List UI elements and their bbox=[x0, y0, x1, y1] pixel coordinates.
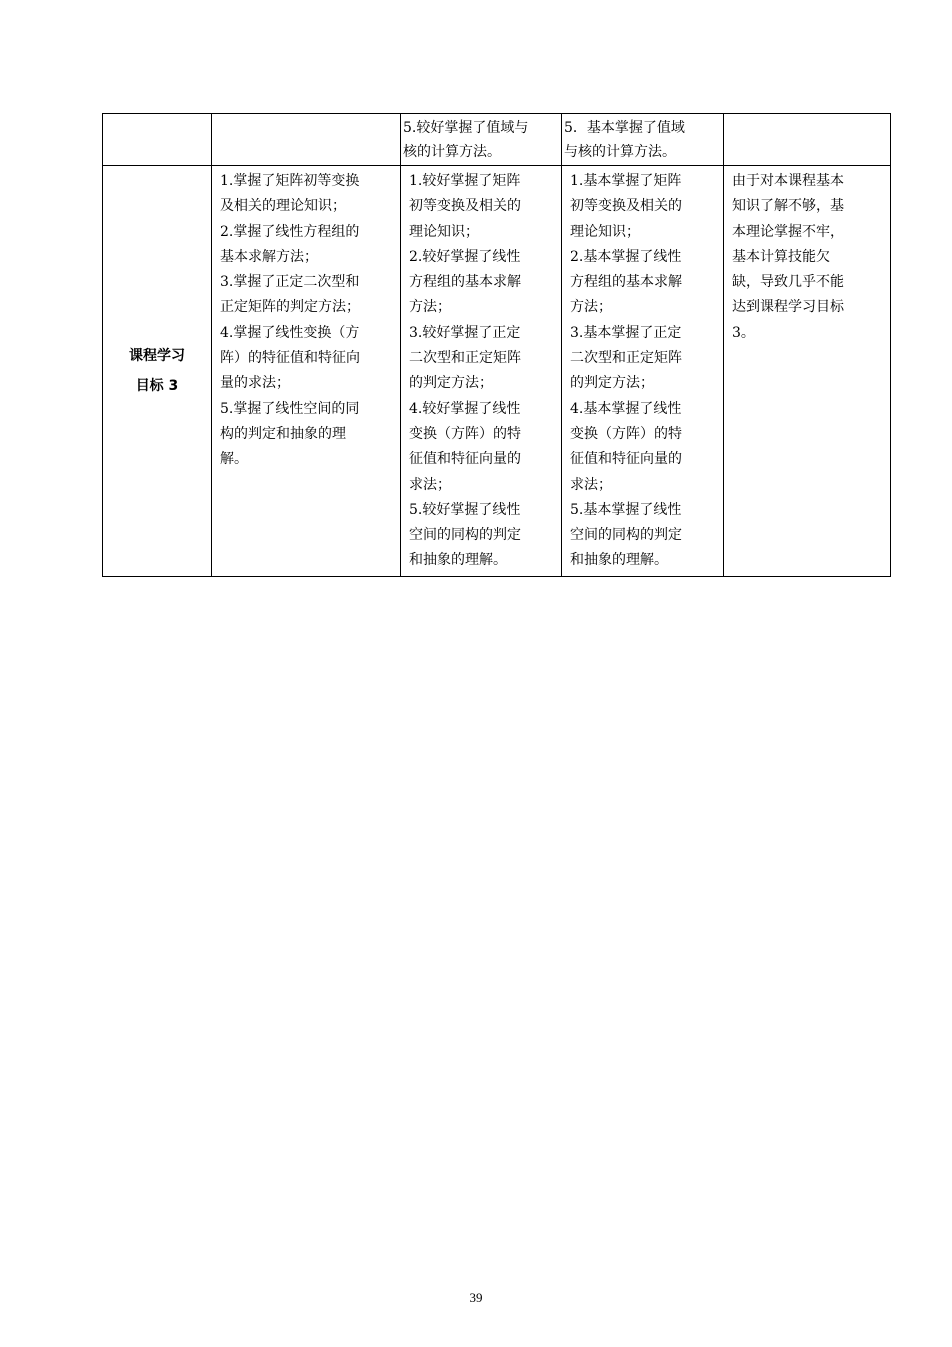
assessment-table bbox=[102, 113, 891, 577]
cell-line: 二次型和正定矩阵 bbox=[570, 350, 682, 367]
cell-line: 方法； bbox=[570, 299, 612, 316]
cell-line: 方程组的基本求解 bbox=[409, 274, 521, 291]
cell-line: 1.掌握了矩阵初等变换 bbox=[220, 173, 360, 189]
cell-line: 5.掌握了线性空间的同 bbox=[220, 400, 360, 417]
cell-line: 2.基本掌握了线性 bbox=[570, 248, 682, 265]
cell-line: 5.基本掌握了线性 bbox=[570, 501, 682, 518]
cell-line: 二次型和正定矩阵 bbox=[409, 350, 521, 367]
cell-line: 的判定方法； bbox=[570, 375, 654, 392]
table-row bbox=[103, 166, 891, 577]
cell-line: 3.基本掌握了正定 bbox=[570, 324, 682, 341]
cell-line: 阵）的特征值和特征向 bbox=[220, 350, 360, 367]
table-cell-row1-col4 bbox=[562, 114, 724, 166]
cell-line: 1.基本掌握了矩阵 bbox=[570, 173, 682, 189]
table-cell-row1-col3 bbox=[401, 114, 562, 166]
cell-line: 变换（方阵）的特 bbox=[409, 425, 521, 442]
cell-line: 本理论掌握不牢， bbox=[732, 223, 844, 240]
cell-line: 的判定方法； bbox=[409, 375, 493, 392]
cell-line: 1.较好掌握了矩阵 bbox=[409, 173, 521, 189]
row-label-line: 目标 3 bbox=[135, 378, 179, 394]
row-label-course-objective bbox=[103, 166, 212, 577]
table-cell-row1-col5 bbox=[724, 114, 891, 166]
cell-line: 3.较好掌握了正定 bbox=[409, 324, 521, 341]
cell-line: 4.掌握了线性变换（方 bbox=[220, 324, 360, 341]
cell-line: 知识了解不够，基 bbox=[732, 198, 844, 215]
table-cell-row1-col1 bbox=[103, 114, 212, 166]
cell-line: 2.掌握了线性方程组的 bbox=[220, 223, 360, 240]
cell-line: 空间的同构的判定 bbox=[409, 527, 521, 544]
cell-line: 方法； bbox=[409, 299, 451, 316]
cell-line: 基本求解方法； bbox=[220, 248, 318, 265]
cell-line: 理论知识； bbox=[570, 223, 640, 240]
cell-line: 5．基本掌握了值域 bbox=[564, 120, 685, 136]
cell-line: 核的计算方法。 bbox=[403, 144, 501, 160]
table-cell-row2-col5 bbox=[724, 166, 891, 577]
cell-line: 缺，导致几乎不能 bbox=[732, 274, 844, 291]
cell-line: 征值和特征向量的 bbox=[570, 451, 682, 468]
cell-line: 变换（方阵）的特 bbox=[570, 425, 682, 442]
cell-line: 4.较好掌握了线性 bbox=[409, 400, 521, 417]
cell-line: 初等变换及相关的 bbox=[570, 198, 682, 215]
table-cell-row2-col3 bbox=[401, 166, 562, 577]
cell-line: 解。 bbox=[220, 451, 248, 468]
cell-line: 求法； bbox=[409, 476, 451, 493]
cell-line: 量的求法； bbox=[220, 375, 290, 392]
cell-line: 2.较好掌握了线性 bbox=[409, 248, 521, 265]
cell-line: 及相关的理论知识； bbox=[220, 198, 346, 215]
cell-line: 4.基本掌握了线性 bbox=[570, 400, 682, 417]
cell-line: 空间的同构的判定 bbox=[570, 527, 682, 544]
cell-line: 征值和特征向量的 bbox=[409, 451, 521, 468]
cell-line: 基本计算技能欠 bbox=[732, 248, 830, 265]
cell-line: 初等变换及相关的 bbox=[409, 198, 521, 215]
cell-line: 构的判定和抽象的理 bbox=[220, 425, 346, 442]
cell-line: 由于对本课程基本 bbox=[732, 173, 844, 189]
cell-line: 3。 bbox=[732, 324, 755, 341]
cell-line: 理论知识； bbox=[409, 223, 479, 240]
cell-line: 和抽象的理解。 bbox=[570, 552, 668, 569]
table-cell-row2-col4 bbox=[562, 166, 724, 577]
table-cell-row2-col2 bbox=[212, 166, 401, 577]
cell-line: 3.掌握了正定二次型和 bbox=[220, 274, 360, 291]
table-cell-row1-col2 bbox=[212, 114, 401, 166]
cell-line: 和抽象的理解。 bbox=[409, 552, 507, 569]
cell-line: 达到课程学习目标 bbox=[732, 299, 844, 316]
cell-line: 与核的计算方法。 bbox=[564, 144, 676, 160]
cell-line: 方程组的基本求解 bbox=[570, 274, 682, 291]
cell-line: 5.较好掌握了值域与 bbox=[403, 120, 529, 136]
page-number: 39 bbox=[469, 1290, 483, 1305]
cell-line: 正定矩阵的判定方法； bbox=[220, 299, 360, 316]
row-label-line: 课程学习 bbox=[129, 348, 185, 364]
cell-line: 求法； bbox=[570, 476, 612, 493]
cell-line: 5.较好掌握了线性 bbox=[409, 501, 521, 518]
table-row bbox=[103, 114, 891, 166]
